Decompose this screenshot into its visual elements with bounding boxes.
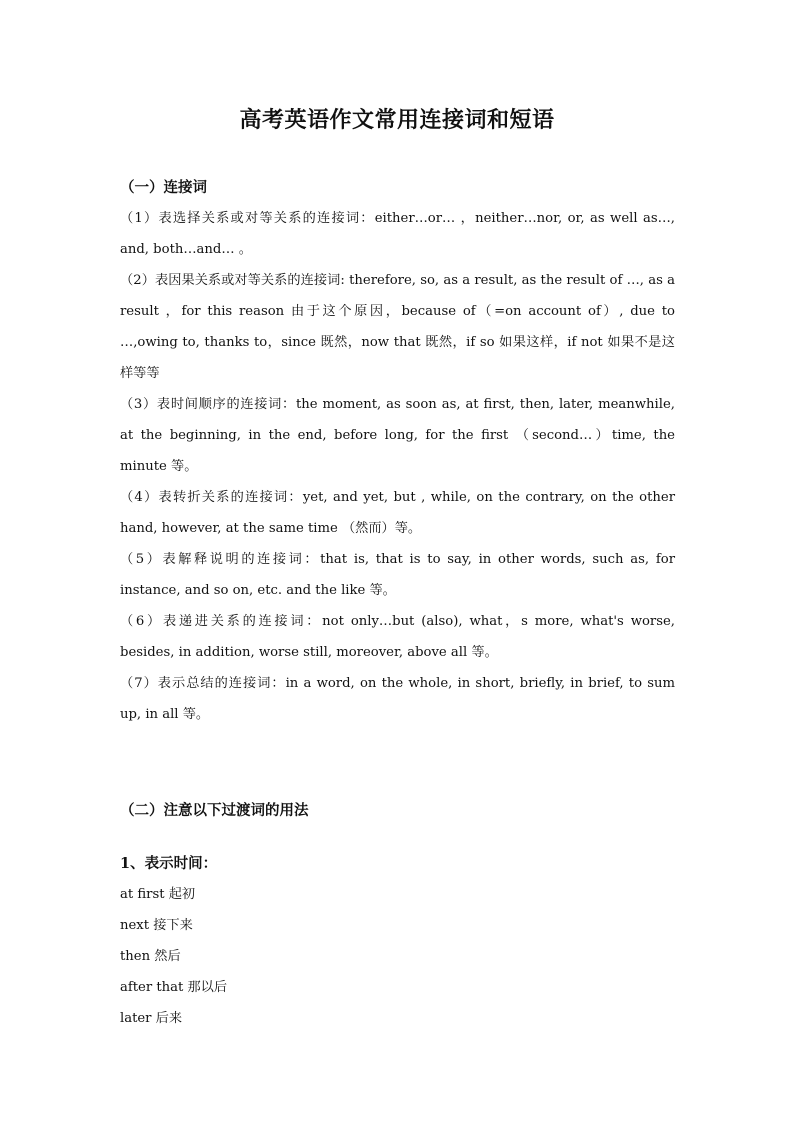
document-body xyxy=(120,172,675,1034)
section1-heading: （一）连接词 xyxy=(120,179,207,196)
document-title: 高考英语作文常用连接词和短语 xyxy=(239,107,555,133)
section2-subheading: 1、表示时间： xyxy=(120,855,218,872)
phrase-item: after that 那以后 xyxy=(120,980,228,995)
section1-item-3: （3）表时间顺序的连接词：the moment, as soon as, at first, then, later, meanwhile, at the beginning, in the end, before long, for the first （second…）time, the minute 等。 xyxy=(120,397,675,474)
section1-item-5: （5）表解释说明的连接词：that is, that is to say, in other words, such as, for instance, and so on, etc. and the like 等。 xyxy=(120,552,675,598)
phrase-list xyxy=(120,879,675,1034)
phrase-item: at first 起初 xyxy=(120,887,196,902)
section-gap xyxy=(120,730,675,795)
phrase-item: later 后来 xyxy=(120,1011,183,1026)
section1-item-1: （1）表选择关系或对等关系的连接词：either…or… ，neither…nor, or, as well as…, and, both…and… 。 xyxy=(120,211,675,257)
section1-item-4: （4）表转折关系的连接词：yet, and yet, but , while, on the contrary, on the other hand, however, at the same time （然而）等。 xyxy=(120,490,675,536)
phrase-item: next 接下来 xyxy=(120,918,193,933)
section2-heading: （二）注意以下过渡词的用法 xyxy=(120,802,309,819)
section1-item-2: （2）表因果关系或对等关系的连接词: therefore, so, as a result, as the result of …, as a result ，for this reason 由于这个原因，because of（=on account of）, due to …,owing to, thanks to，since 既然，now that 既然，if so 如果这样，if not 如果不是这样等等 xyxy=(120,273,675,381)
subsection-gap xyxy=(120,826,675,848)
section1-item-7: （7）表示总结的连接词：in a word, on the whole, in short, briefly, in brief, to sum up, in all 等。 xyxy=(120,676,675,722)
phrase-item: then 然后 xyxy=(120,949,181,964)
section1-item-6: （6）表递进关系的连接词：not only…but (also), what，s more, what's worse, besides, in addition, worse still, moreover, above all 等。 xyxy=(120,614,675,660)
